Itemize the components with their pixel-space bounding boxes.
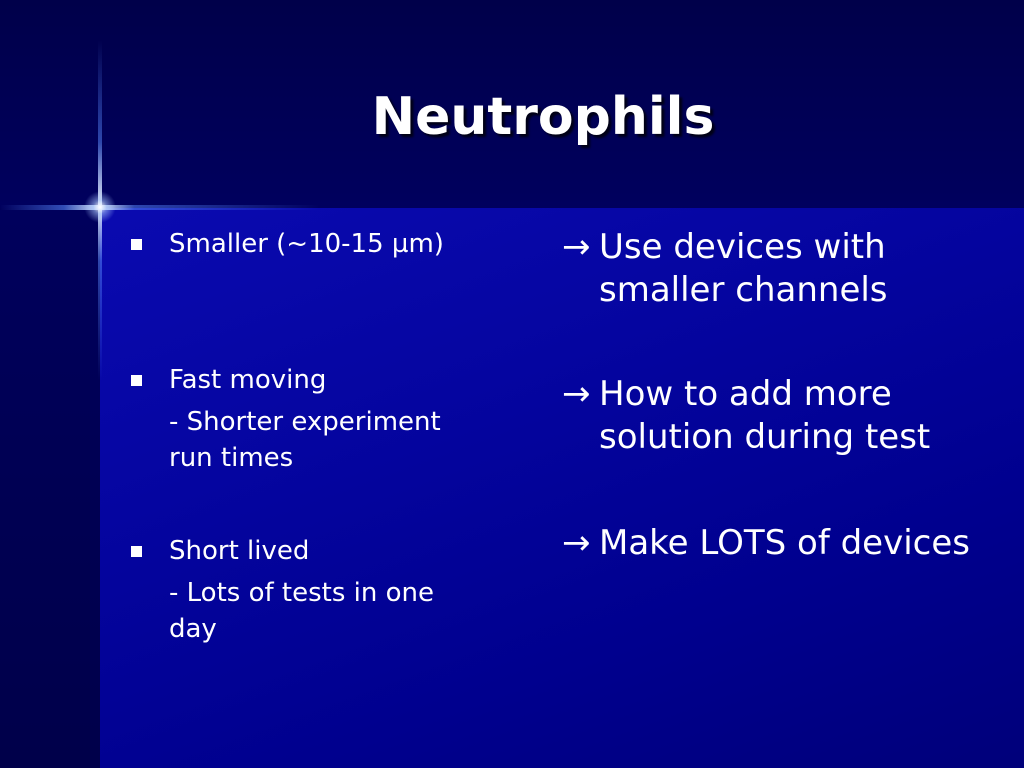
square-bullet-icon: [131, 546, 142, 557]
bullet-text: Fast moving: [169, 365, 327, 395]
bullet-subtext: - Lots of tests in one day: [169, 578, 435, 644]
star-flare-horizontal: [0, 205, 320, 210]
left-band: [0, 208, 100, 768]
conclusion-text: How to add more solution during test: [599, 374, 931, 457]
conclusion-text: Use devices with smaller channels: [599, 227, 888, 310]
right-arrow-icon: →: [562, 374, 591, 414]
bullet-subtext: - Shorter experiment run times: [169, 407, 441, 473]
slide-title: Neutrophils: [371, 87, 715, 147]
square-bullet-icon: [131, 239, 142, 250]
right-arrow-icon: →: [562, 523, 591, 563]
bullet-text: Smaller (~10-15 µm): [169, 229, 444, 259]
star-sparkle-icon: [84, 191, 116, 223]
conclusion-text: Make LOTS of devices: [599, 523, 970, 563]
square-bullet-icon: [131, 375, 142, 386]
conclusion-item: [562, 522, 1019, 565]
bullet-item: [126, 226, 526, 262]
conclusion-item: [562, 373, 1019, 459]
bullet-item: [126, 362, 526, 476]
right-arrow-icon: →: [562, 227, 591, 267]
bullet-item: [126, 533, 526, 647]
conclusion-item: [562, 226, 1019, 312]
bullet-text: Short lived: [169, 536, 310, 566]
